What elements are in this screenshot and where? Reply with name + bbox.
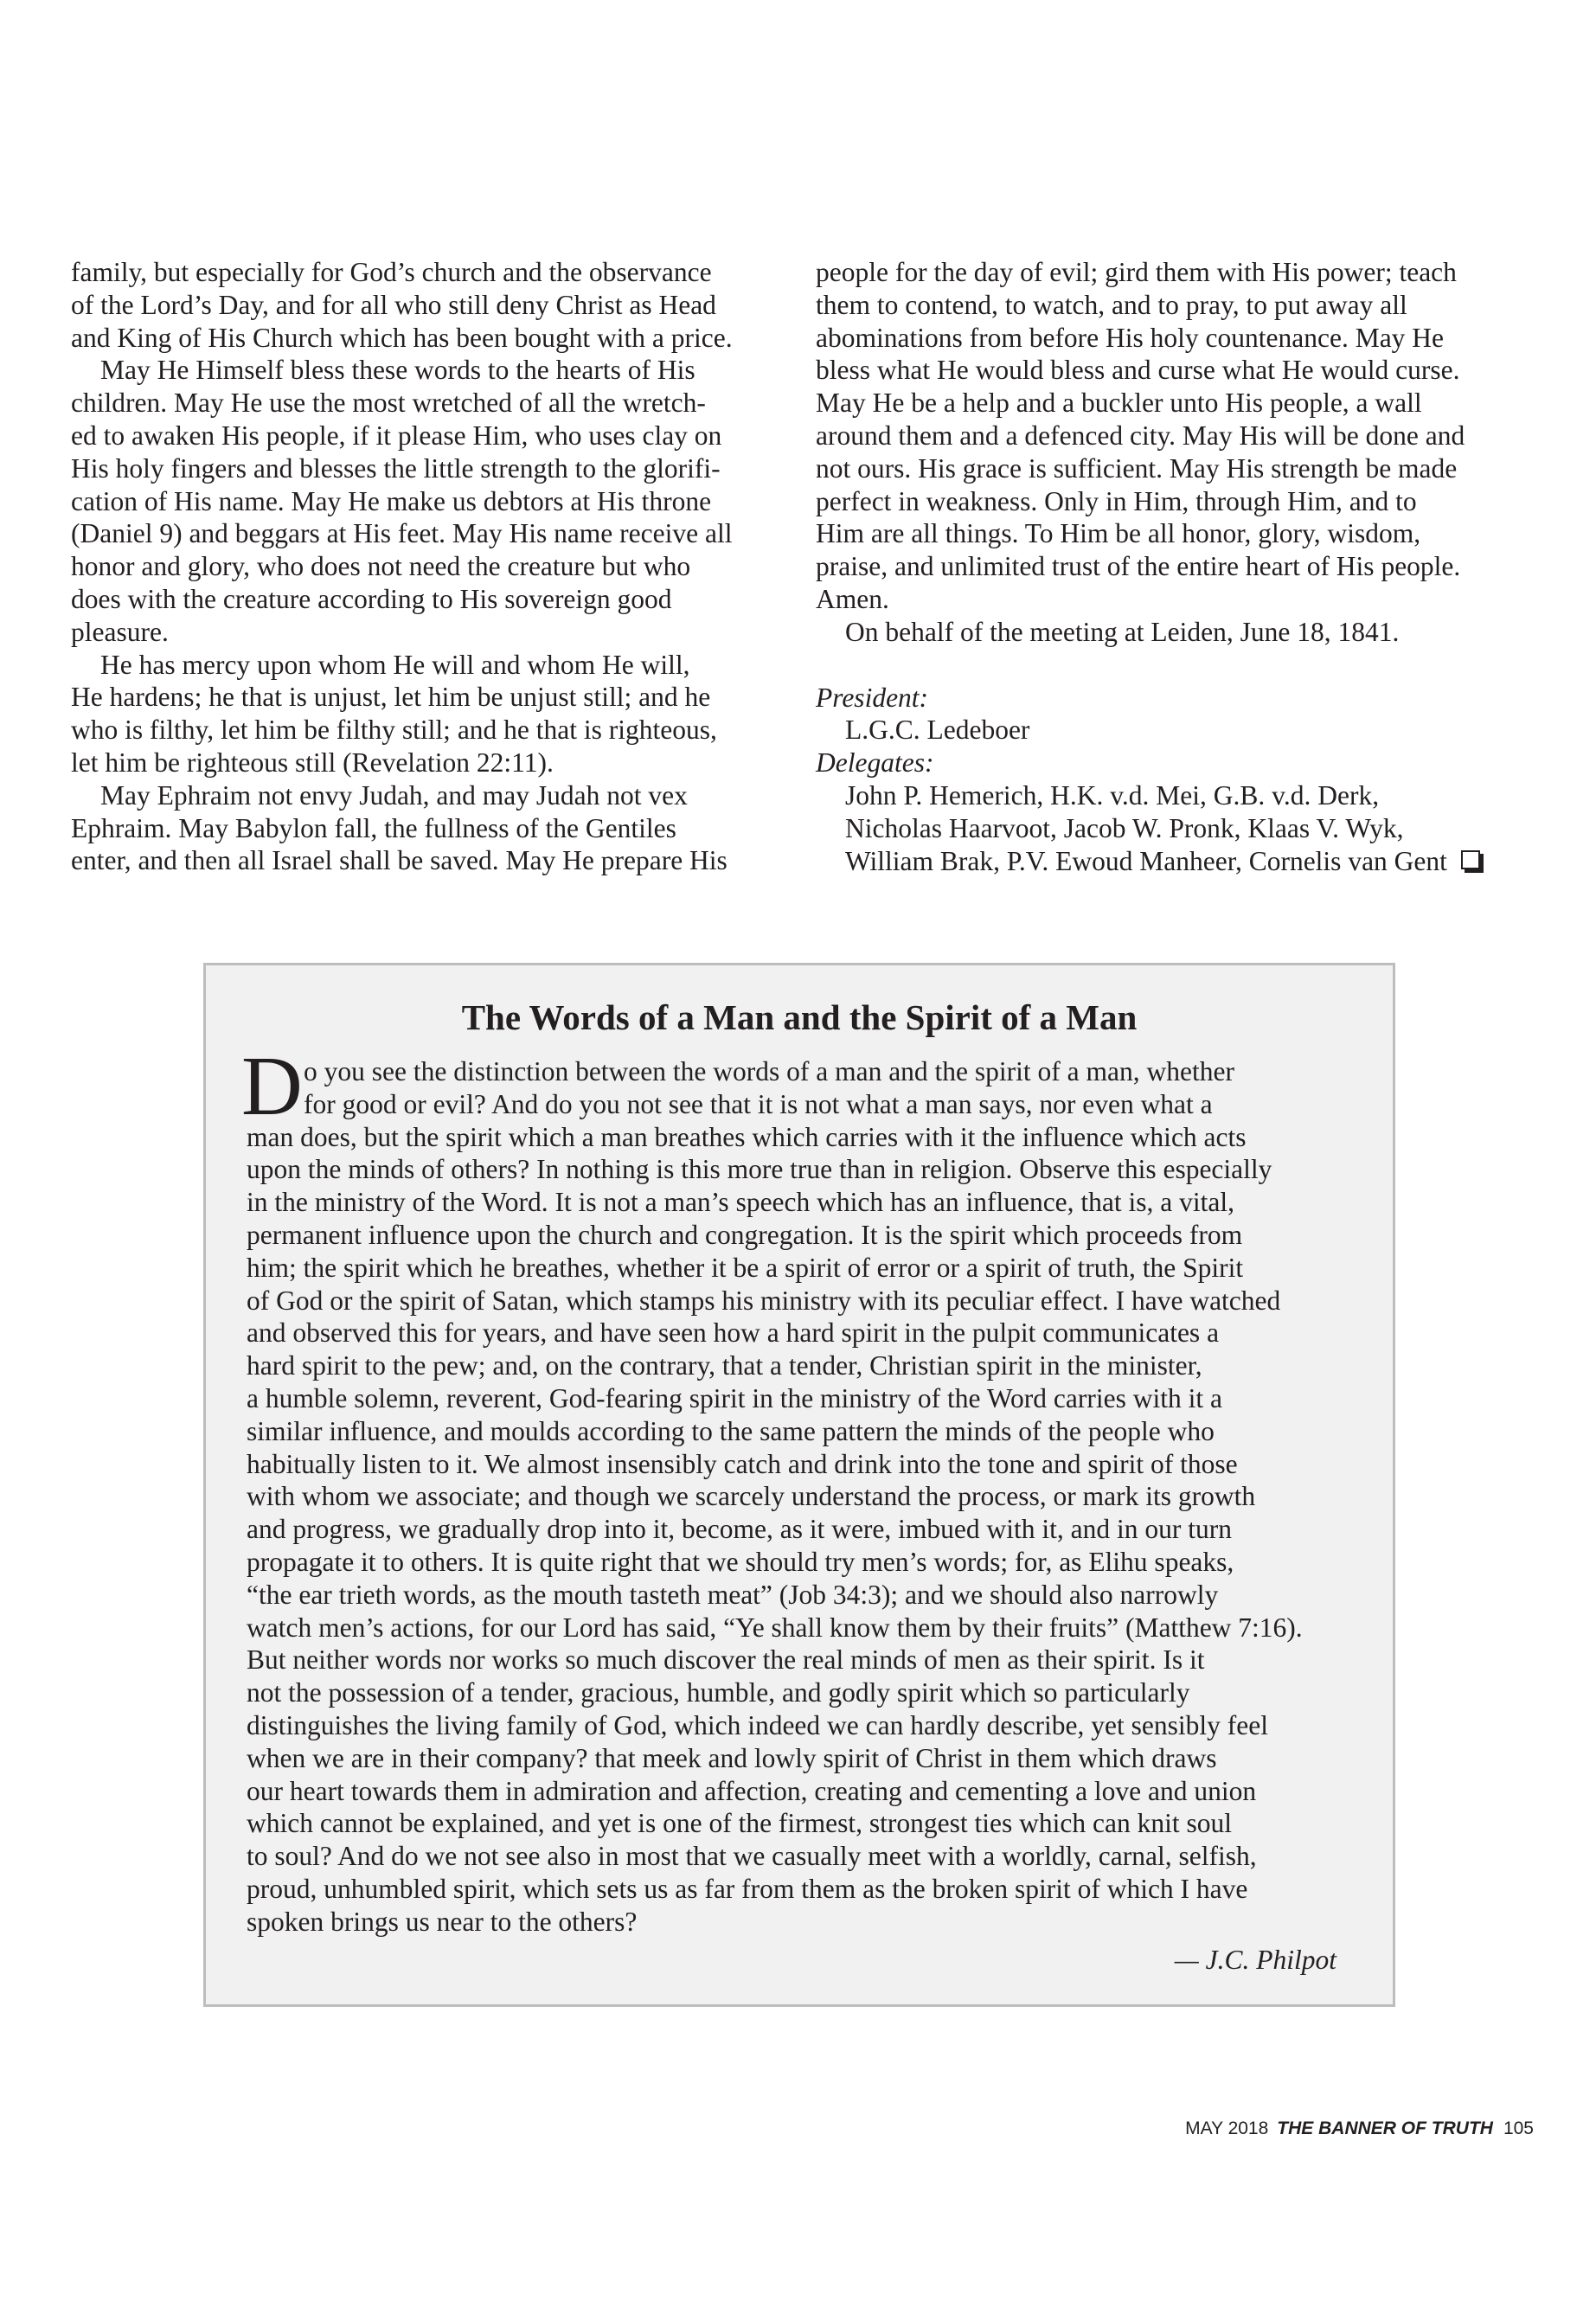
sidebar-title: The Words of a Man and the Spirit of a Man xyxy=(461,997,1138,1037)
text-line: enter, and then all Israel shall be saved. May He prepare His xyxy=(71,845,727,876)
text-line: around them and a defenced city. May His will be done and xyxy=(816,420,1465,451)
sidebar-text-line: watch men’s actions, for our Lord has said, “Ye shall know them by their fruits” (Matthew 7:16). xyxy=(247,1612,1303,1643)
text-line: Him are all things. To Him be all honor, glory, wisdom, xyxy=(816,518,1421,549)
sidebar-text-line: proud, unhumbled spirit, which sets us as far from them as the broken spirit of which I have xyxy=(247,1873,1248,1904)
sidebar-text-line: “the ear trieth words, as the mouth tasteth meat” (Job 34:3); and we should also narrowly xyxy=(247,1579,1219,1610)
sidebar-text-line: permanent influence upon the church and congregation. It is the spirit which proceeds from xyxy=(247,1219,1243,1250)
text-line: abominations from before His holy countenance. May He xyxy=(816,322,1445,353)
square-box-icon xyxy=(1461,850,1480,869)
sidebar-body xyxy=(241,1040,1371,1976)
text-line: (Daniel 9) and beggars at His feet. May His name receive all xyxy=(71,518,733,549)
text-line: and King of His Church which has been bought with a price. xyxy=(71,322,733,353)
sidebar-text-line: propagate it to others. It is quite right that we should try men’s words; for, as Elihu speaks, xyxy=(247,1546,1234,1577)
sidebar-text-line: of God or the spirit of Satan, which stamps his ministry with its peculiar effect. I have watched xyxy=(247,1285,1281,1316)
sidebar-text-line: spoken brings us near to the others? xyxy=(247,1906,638,1937)
text-line: perfect in weakness. Only in Him, through Him, and to xyxy=(816,485,1417,516)
sidebar-text-line: man does, but the spirit which a man breathes which carries with it the influence which acts xyxy=(247,1121,1247,1152)
sidebar-text-line: habitually listen to it. We almost insensibly catch and drink into the tone and spirit of those xyxy=(247,1448,1238,1479)
sidebar-text-line: a humble solemn, reverent, God-fearing spirit in the ministry of the Word carries with it a xyxy=(247,1382,1222,1413)
text-line: pleasure. xyxy=(71,616,169,647)
text-line: May He be a help and a buckler unto His people, a wall xyxy=(816,388,1422,419)
text-line: On behalf of the meeting at Leiden, June 18, 1841. xyxy=(845,616,1400,647)
text-line: let him be righteous still (Revelation 22:11). xyxy=(71,747,554,778)
text-line: Ephraim. May Babylon fall, the fullness of the Gentiles xyxy=(71,812,676,843)
sidebar-text-line: to soul? And do we not see also in most that we casually meet with a worldly, carnal, selfish, xyxy=(247,1841,1257,1872)
drop-cap: D xyxy=(241,1040,303,1133)
delegates-line: William Brak, P.V. Ewoud Manheer, Cornelis van Gent xyxy=(845,845,1447,876)
text-line: people for the day of evil; gird them with His power; teach xyxy=(816,257,1457,287)
right-column xyxy=(816,256,1542,877)
left-column xyxy=(71,256,798,877)
delegates-line: John P. Hemerich, H.K. v.d. Mei, G.B. v.d. Derk, xyxy=(845,779,1380,811)
sidebar-text-line: with whom we associate; and though we scarcely understand the process, or mark its growth xyxy=(247,1481,1256,1512)
sidebar-text-line: distinguishes the living family of God, which indeed we can hardly describe, yet sensibly feel xyxy=(247,1709,1268,1740)
president-name: L.G.C. Ledeboer xyxy=(845,715,1030,746)
text-line: honor and glory, who does not need the creature but who xyxy=(71,551,691,582)
delegates-line: Nicholas Haarvoot, Jacob W. Pronk, Klaas V. Wyk, xyxy=(845,812,1404,843)
text-line: May Ephraim not envy Judah, and may Judah not vex xyxy=(100,779,688,811)
page-number: 105 xyxy=(1503,2118,1534,2138)
sidebar-text-line: in the ministry of the Word. It is not a man’s speech which has an influence, that is, a vital, xyxy=(247,1187,1234,1218)
text-line: Amen. xyxy=(816,583,889,614)
delegates-label: Delegates: xyxy=(816,747,934,779)
sidebar-text-line: for good or evil? And do you not see that it is not what a man says, nor even what a xyxy=(304,1088,1213,1119)
sidebar-text-line: our heart towards them in admiration and affection, creating and cementing a love and union xyxy=(247,1775,1257,1806)
text-line: praise, and unlimited trust of the entire heart of His people. xyxy=(816,551,1461,582)
attribution: — J.C. Philpot xyxy=(1174,1944,1336,1975)
text-line: family, but especially for God’s church and the observance xyxy=(71,257,712,287)
sidebar-text-line: But neither words nor works so much discover the real minds of men as their spirit. Is it xyxy=(247,1644,1205,1676)
page-footer xyxy=(1185,2118,1534,2140)
text-line: cation of His name. May He make us debtors at His throne xyxy=(71,485,712,516)
sidebar-text-line: o you see the distinction between the words of a man and the spirit of a man, whether xyxy=(304,1056,1234,1086)
sidebar-text-line: and observed this for years, and have seen how a hard spirit in the pulpit communicates a xyxy=(247,1317,1220,1349)
sidebar-text-line: and progress, we gradually drop into it, become, as it were, imbued with it, and in our turn xyxy=(247,1514,1232,1545)
sidebar-text-line: which cannot be explained, and yet is one of the firmest, strongest ties which can knit soul xyxy=(247,1808,1232,1839)
text-line: does with the creature according to His sovereign good xyxy=(71,583,672,614)
text-line: bless what He would bless and curse what He would curse. xyxy=(816,355,1460,386)
president-label: President: xyxy=(816,682,929,713)
sidebar-text-line: upon the minds of others? In nothing is this more true than in religion. Observe this especially xyxy=(247,1154,1272,1185)
footer-magazine: THE BANNER OF TRUTH xyxy=(1277,2118,1493,2138)
sidebar-text-line: when we are in their company? that meek and lowly spirit of Christ in them which draws xyxy=(247,1742,1217,1773)
sidebar-text-line: hard spirit to the pew; and, on the contrary, that a tender, Christian spirit in the minister, xyxy=(247,1350,1202,1381)
sidebar-text-line: similar influence, and moulds according to the same pattern the minds of the people who xyxy=(247,1415,1215,1446)
sidebar-box xyxy=(203,963,1395,2007)
sidebar-text-line: him; the spirit which he breathes, whether it be a spirit of error or a spirit of truth, the Spirit xyxy=(247,1252,1244,1283)
sidebar-text-line: not the possession of a tender, gracious, humble, and godly spirit which so particularly xyxy=(247,1677,1190,1708)
text-line: He hardens; he that is unjust, let him be unjust still; and he xyxy=(71,682,711,713)
text-line: He has mercy upon whom He will and whom He will, xyxy=(100,649,690,680)
text-line: who is filthy, let him be filthy still; and he that is righteous, xyxy=(71,715,717,746)
text-line: children. May He use the most wretched of all the wretch- xyxy=(71,388,706,419)
delegates-line-last xyxy=(816,845,1542,878)
text-line: of the Lord’s Day, and for all who still deny Christ as Head xyxy=(71,289,716,320)
text-line: ed to awaken His people, if it please Him, who uses clay on xyxy=(71,420,722,451)
text-line: May He Himself bless these words to the hearts of His xyxy=(100,355,695,386)
text-line: His holy fingers and blesses the little strength to the glorifi- xyxy=(71,452,721,484)
text-line: them to contend, to watch, and to pray, to put away all xyxy=(816,289,1407,320)
footer-date: MAY 2018 xyxy=(1185,2118,1269,2138)
text-line: not ours. His grace is sufficient. May His strength be made xyxy=(816,452,1458,484)
